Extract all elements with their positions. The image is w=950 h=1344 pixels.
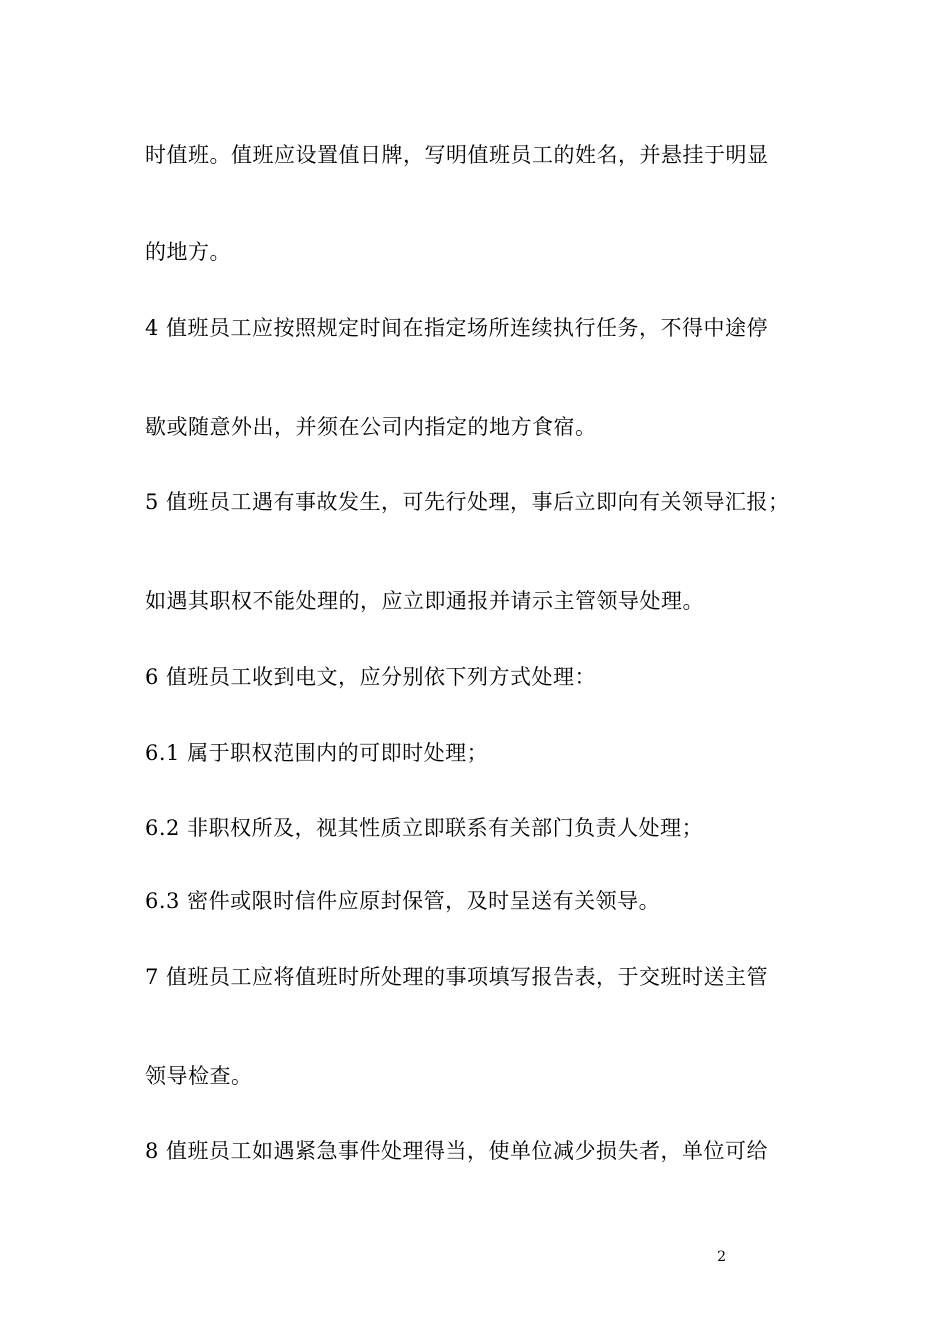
text-line: 歇或随意外出，并须在公司内指定的地方食宿。	[145, 415, 597, 439]
text-line: 领导检查。	[145, 1064, 253, 1088]
text-line: 5 值班员工遇有事故发生，可先行处理，事后立即向有关领导汇报；	[145, 490, 790, 514]
text-line: 7 值班员工应将值班时所处理的事项填写报告表，于交班时送主管	[145, 965, 769, 989]
text-line: 6.3 密件或限时信件应原封保管，及时呈送有关领导。	[145, 889, 661, 913]
page-number: 2	[717, 1249, 726, 1265]
text-line: 6 值班员工收到电文，应分别依下列方式处理：	[145, 665, 597, 689]
text-line: 时值班。值班应设置值日牌，写明值班员工的姓名，并悬挂于明显	[145, 143, 769, 167]
text-line: 的地方。	[145, 240, 231, 264]
text-line: 6.1 属于职权范围内的可即时处理；	[145, 741, 489, 765]
text-line: 4 值班员工应按照规定时间在指定场所连续执行任务，不得中途停	[145, 316, 769, 340]
text-line: 如遇其职权不能处理的，应立即通报并请示主管领导处理。	[145, 589, 704, 613]
text-line: 8 值班员工如遇紧急事件处理得当，使单位减少损失者，单位可给	[145, 1139, 769, 1163]
text-line: 6.2 非职权所及，视其性质立即联系有关部门负责人处理；	[145, 816, 704, 840]
